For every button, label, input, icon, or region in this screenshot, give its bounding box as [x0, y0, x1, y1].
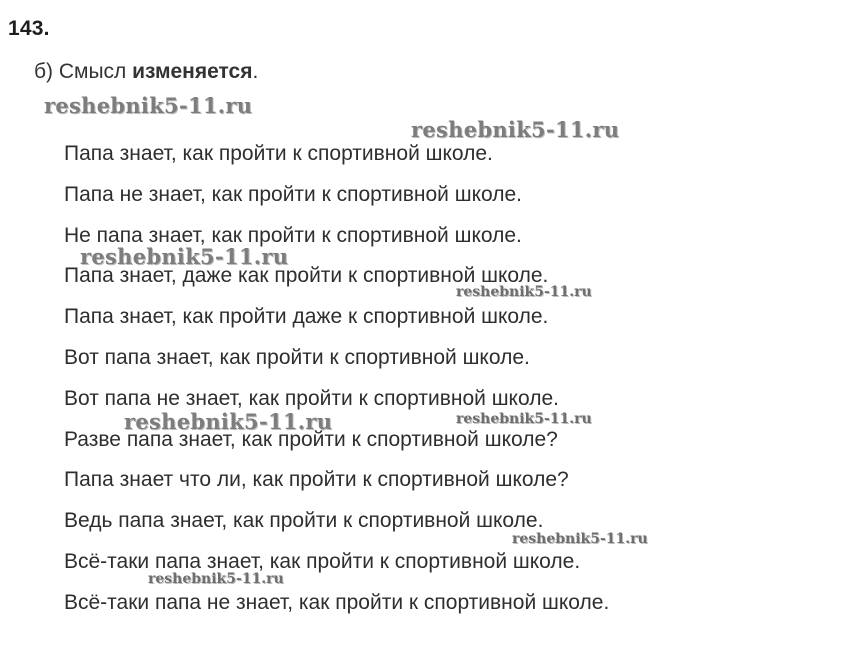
sentence: Папа знает, как пройти даже к спортивной школе. — [64, 305, 549, 329]
watermark: reshebnik5-11.ru — [44, 93, 253, 118]
sentence: Вот папа не знает, как пройти к спортивной школе. — [64, 386, 559, 410]
watermark: reshebnik5-11.ru — [456, 411, 592, 427]
subtitle-prefix: б) Смысл — [34, 60, 133, 83]
watermark: reshebnik5-11.ru — [512, 531, 648, 547]
watermark: reshebnik5-11.ru — [148, 571, 284, 587]
watermark: reshebnik5-11.ru — [411, 117, 620, 142]
watermark: reshebnik5-11.ru — [80, 244, 289, 269]
subtitle-suffix: . — [252, 60, 259, 83]
sentence: Всё-таки папа знает, как пройти к спортивной школе. — [64, 549, 581, 573]
watermark: reshebnik5-11.ru — [124, 409, 333, 434]
subtitle-bold-word: изменяется — [132, 60, 253, 83]
sentence: Папа знает, как пройти к спортивной школе. — [64, 142, 493, 165]
sentence: Разве папа знает, как пройти к спортивной школе? — [64, 427, 558, 451]
sentence: Папа знает что ли, как пройти к спортивной школе? — [64, 468, 569, 492]
watermark: reshebnik5-11.ru — [456, 284, 592, 300]
sentence-list — [64, 142, 609, 632]
sentence: Папа знает, даже как пройти к спортивной школе. — [64, 264, 549, 288]
sentence: Ведь папа знает, как пройти к спортивной школе. — [64, 509, 544, 533]
task-number: 143. — [8, 17, 50, 40]
subtitle — [34, 60, 258, 84]
sentence: Не папа знает, как пройти к спортивной школе. — [64, 223, 522, 247]
sentence: Папа не знает, как пройти к спортивной школе. — [64, 182, 523, 206]
sentence: Вот папа знает, как пройти к спортивной школе. — [64, 345, 530, 369]
sentence: Всё-таки папа не знает, как пройти к спортивной школе. — [64, 590, 610, 614]
